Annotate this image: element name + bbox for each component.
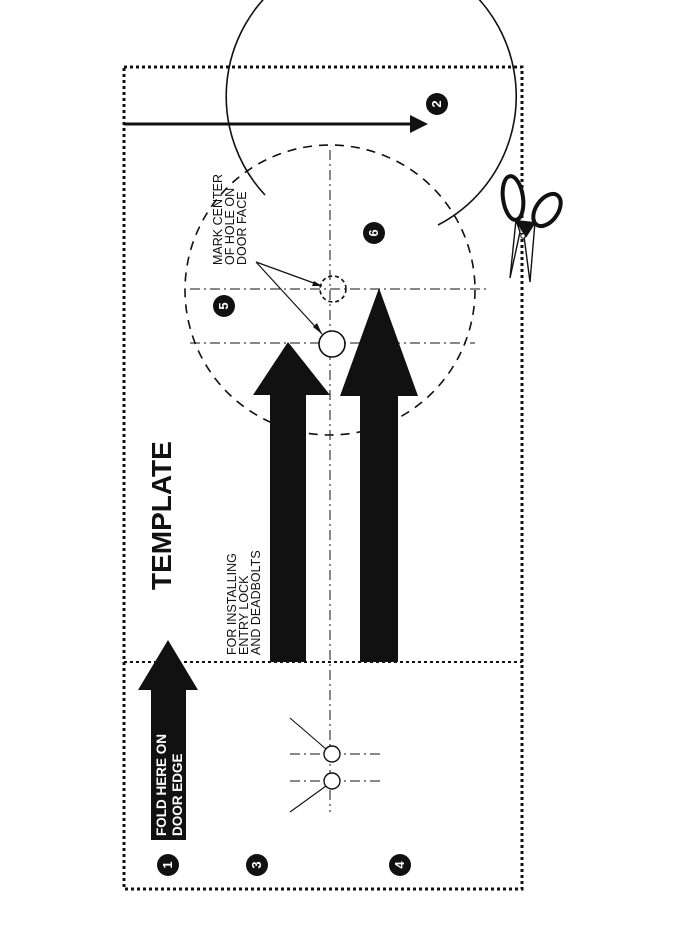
subtitle-line-1: FOR INSTALLING (225, 553, 239, 655)
backset-arrow-left (253, 342, 330, 662)
subtitle-line-3: AND DEADBOLTS (249, 550, 263, 655)
step-badge-5 (213, 295, 235, 317)
step-badge-1 (157, 854, 179, 876)
fold-label-1: FOLD HERE ON (154, 733, 169, 836)
arrow-to-step-2 (124, 115, 428, 133)
edge-pointer-lower (290, 786, 326, 812)
edge-hole-upper (324, 746, 340, 762)
mark-label-1: MARK CENTER (211, 174, 225, 265)
fold-label-2: DOOR EDGE (170, 753, 185, 836)
mark-label-3: DOOR FACE (235, 191, 249, 265)
step-badge-2 (426, 93, 448, 115)
backset-arrow-right (340, 288, 418, 662)
step-badge-6 (363, 222, 385, 244)
step-badge-4 (389, 854, 411, 876)
svg-text:3: 3 (249, 861, 264, 869)
edge-hole-lower (324, 773, 340, 789)
edge-pointer-upper (290, 718, 326, 749)
subtitle-line-2: ENTRY LOCK (237, 575, 251, 655)
mark-hole-solid (319, 331, 345, 357)
mark-label-2: OF HOLE ON (223, 187, 237, 265)
svg-text:1: 1 (160, 861, 175, 869)
svg-text:5: 5 (216, 302, 231, 310)
step-badge-3 (246, 854, 268, 876)
mark-pointers (256, 262, 322, 334)
svg-text:6: 6 (366, 229, 381, 237)
page-title: TEMPLATE (146, 441, 177, 590)
outer-bore-arc (226, 0, 516, 225)
scissors-icon (500, 175, 566, 282)
svg-text:4: 4 (392, 861, 407, 869)
svg-text:2: 2 (429, 100, 444, 108)
